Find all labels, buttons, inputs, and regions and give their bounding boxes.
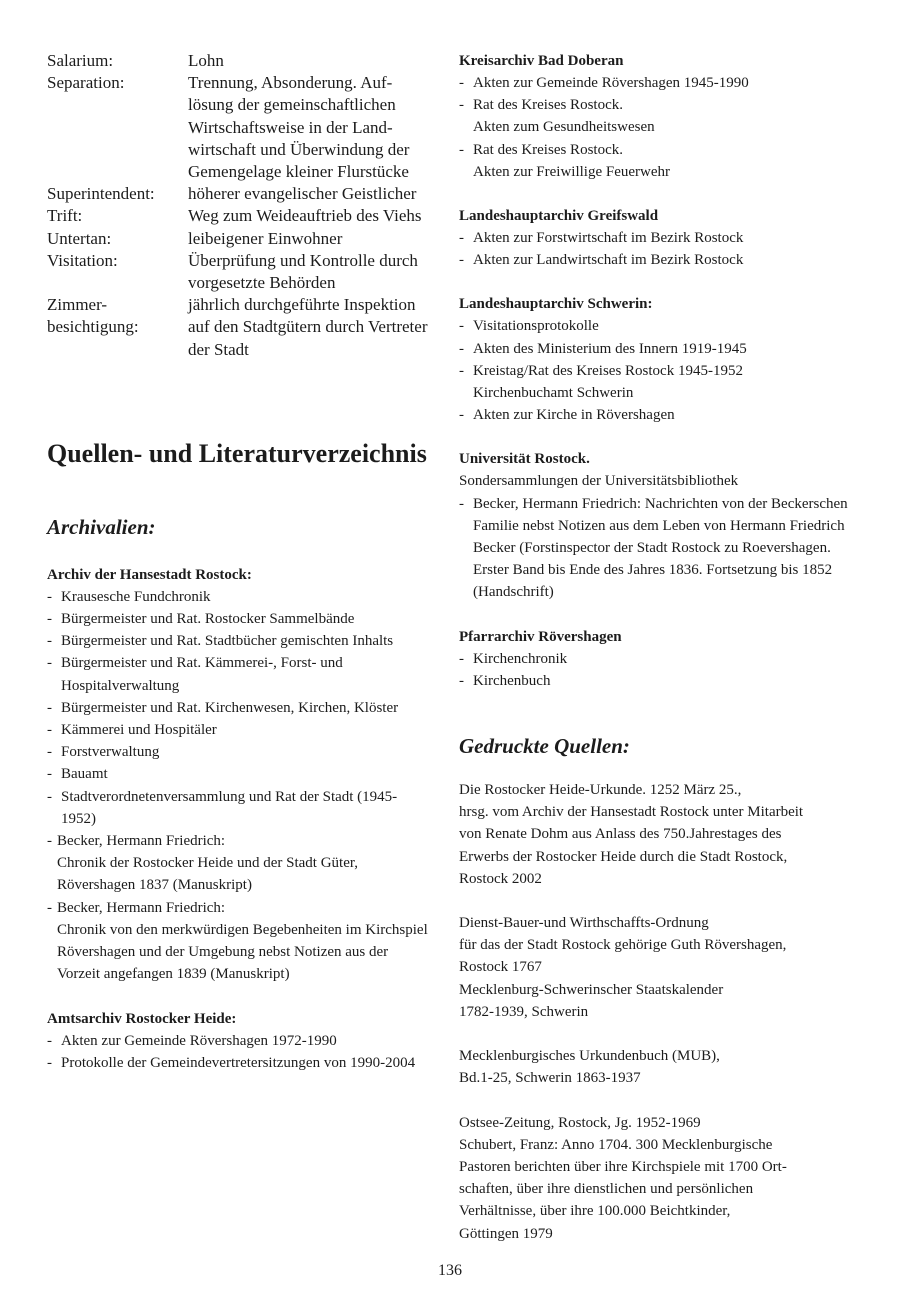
glossary-term: Untertan: [47, 228, 112, 248]
gedruckte-quellen-heading: Gedruckte Quellen: [459, 734, 630, 759]
glossary-definition: jährlich durchgeführte Inspektion auf den Stadtgütern durch Vertreter der Stadt [188, 295, 428, 359]
glossary-definition: Überprüfung und Kontrolle durch vorgesetzte Behörden [188, 250, 418, 293]
schwerin-list [459, 315, 864, 426]
section-subtitle: Sondersammlungen der Universitätsbibliothek [459, 473, 739, 490]
glossary-term: Zimmer- besichtigung: [47, 295, 139, 337]
section-title: Pfarrarchiv Rövershagen [459, 628, 622, 645]
list-item: - Akten zur Gemeinde Rövershagen 1945-1990 [459, 72, 864, 94]
section-title: Landeshauptarchiv Greifswald [459, 208, 659, 225]
page-number: 136 [438, 1262, 462, 1279]
glossary-definition: Trennung, Absonderung. Auflösung der gemeinschaftlichen Wirtschaftsweise in der Landwirtschaft und Überwindung der Gemengelage kleiner Flurstücke [188, 73, 410, 182]
list-item: - Akten zur Kirche in Rövershagen [459, 404, 864, 426]
list-item: - Bürgermeister und Rat. Stadtbücher gemischten Inhalts [47, 630, 429, 652]
universitaet-list [459, 493, 864, 604]
list-item: - Visitationsprotokolle [459, 315, 864, 337]
glossary-term: Salarium: [47, 51, 114, 70]
section-gedruckte-quellen [459, 779, 864, 1245]
section-title: Kreisarchiv Bad Doberan [459, 53, 624, 69]
kreisarchiv-list [459, 72, 864, 183]
reference-entry: Ostsee-Zeitung, Rostock, Jg. 1952-1969 Schubert, Franz: Anno 1704. 300 Mecklenburgische Pastoren berichten über ihre Kirchspiele mit 1700 Ort- schaften, über ihre dienstlichen und persönlichen Verhältnisse, über ihre 100.000 Beichtkinder, Göttingen 1979 [459, 1114, 787, 1242]
list-item: - Forstverwaltung [47, 741, 429, 763]
amtsarchiv-list [47, 1030, 429, 1074]
glossary-term: Visitation: [47, 250, 118, 270]
list-item: - Stadtverordnetenversammlung und Rat der Stadt (1945-1952) [47, 786, 429, 830]
glossary-definition: höherer evangelischer Geistlicher [188, 184, 417, 204]
glossary-term: Superintendent: [47, 184, 155, 204]
reference-entry: Mecklenburgisches Urkundenbuch (MUB), Bd.1-25, Schwerin 1863-1937 [459, 1048, 720, 1087]
section-pfarrarchiv [459, 626, 864, 692]
section-archiv-rostock [47, 564, 429, 986]
section-universitaet [459, 448, 864, 603]
list-item: - Becker, Hermann Friedrich: Chronik der Rostocker Heide und der Stadt Güter, Rövershagen 1837 (Manuskript) [47, 830, 429, 897]
glossary-definition: Lohn [188, 51, 224, 70]
right-column [459, 50, 864, 1245]
greifswald-list [459, 227, 864, 271]
section-amtsarchiv [47, 1008, 429, 1074]
glossary-definition: Weg zum Weideauftrieb des Viehs [188, 206, 422, 226]
glossary [47, 50, 429, 361]
page-title: Quellen- und Literaturverzeichnis [47, 438, 427, 468]
section-greifswald [459, 205, 864, 271]
glossary-term: Separation: [47, 73, 125, 93]
list-item: - Akten zur Landwirtschaft im Bezirk Rostock [459, 249, 864, 271]
list-item: - Protokolle der Gemeindevertretersitzungen von 1990-2004 [47, 1052, 429, 1074]
archiv-rostock-list [47, 586, 429, 986]
pfarrarchiv-list [459, 648, 864, 692]
archivalien-heading: Archivalien: [47, 514, 156, 539]
list-item: - Becker, Hermann Friedrich: Nachrichten von der Beckerschen Familie nebst Notizen aus dem Leben von Hermann Friedrich Becker (Forstinspector der Stadt Rostock zu Roevershagen. Erster Band bis Ende des Jahres 1836. Fortsetzung bis 1852 (Handschrift) [459, 493, 864, 604]
list-item: - Rat des Kreises Rostock. Akten zum Gesundheitswesen [459, 94, 864, 138]
list-item: - Bauamt [47, 763, 429, 785]
list-item: - Kreistag/Rat des Kreises Rostock 1945-1952 Kirchenbuchamt Schwerin [459, 360, 864, 404]
glossary-definition: leibeigener Einwohner [188, 228, 343, 248]
list-item: - Akten zur Forstwirtschaft im Bezirk Rostock [459, 227, 864, 249]
section-title: Amtsarchiv Rostocker Heide: [47, 1010, 237, 1027]
list-item: - Rat des Kreises Rostock. Akten zur Freiwillige Feuerwehr [459, 139, 864, 183]
list-item: - Kämmerei und Hospitäler [47, 719, 429, 741]
list-item: - Krausesche Fundchronik [47, 586, 429, 608]
section-title: Archiv der Hansestadt Rostock: [47, 566, 252, 583]
reference-entry: Dienst-Bauer-und Wirthschaffts-Ordnung für das der Stadt Rostock gehörige Guth Rövershagen, Rostock 1767 Mecklenburg-Schwerinscher Staatskalender 1782-1939, Schwerin [459, 915, 787, 1020]
list-item: - Becker, Hermann Friedrich: Chronik von den merkwürdigen Begebenheiten im Kirchspiel Rövershagen und der Umgebung nebst Notizen aus der Vorzeit angefangen 1839 (Manuskript) [47, 897, 429, 986]
left-column [47, 50, 429, 1074]
section-title: Landeshauptarchiv Schwerin: [459, 296, 653, 313]
list-item: - Kirchenbuch [459, 670, 864, 692]
glossary-term: Trift: [47, 206, 83, 226]
list-item: - Akten zur Gemeinde Rövershagen 1972-1990 [47, 1030, 429, 1052]
list-item: - Bürgermeister und Rat. Kirchenwesen, Kirchen, Klöster [47, 697, 429, 719]
list-item: - Akten des Ministerium des Innern 1919-1945 [459, 338, 864, 360]
section-title: Universität Rostock. [459, 451, 590, 468]
section-schwerin [459, 293, 864, 426]
list-item: - Bürgermeister und Rat. Kämmerei-, Forst- und Hospitalverwaltung [47, 652, 429, 696]
list-item: - Kirchenchronik [459, 648, 864, 670]
section-kreisarchiv [459, 50, 864, 183]
reference-entry: Die Rostocker Heide-Urkunde. 1252 März 25., hrsg. vom Archiv der Hansestadt Rostock unter Mitarbeit von Renate Dohm aus Anlass des 750.Jahrestages des Erwerbs der Rostocker Heide durch die Stadt Rostock, Rostock 2002 [459, 782, 804, 887]
list-item: - Bürgermeister und Rat. Rostocker Sammelbände [47, 608, 429, 630]
